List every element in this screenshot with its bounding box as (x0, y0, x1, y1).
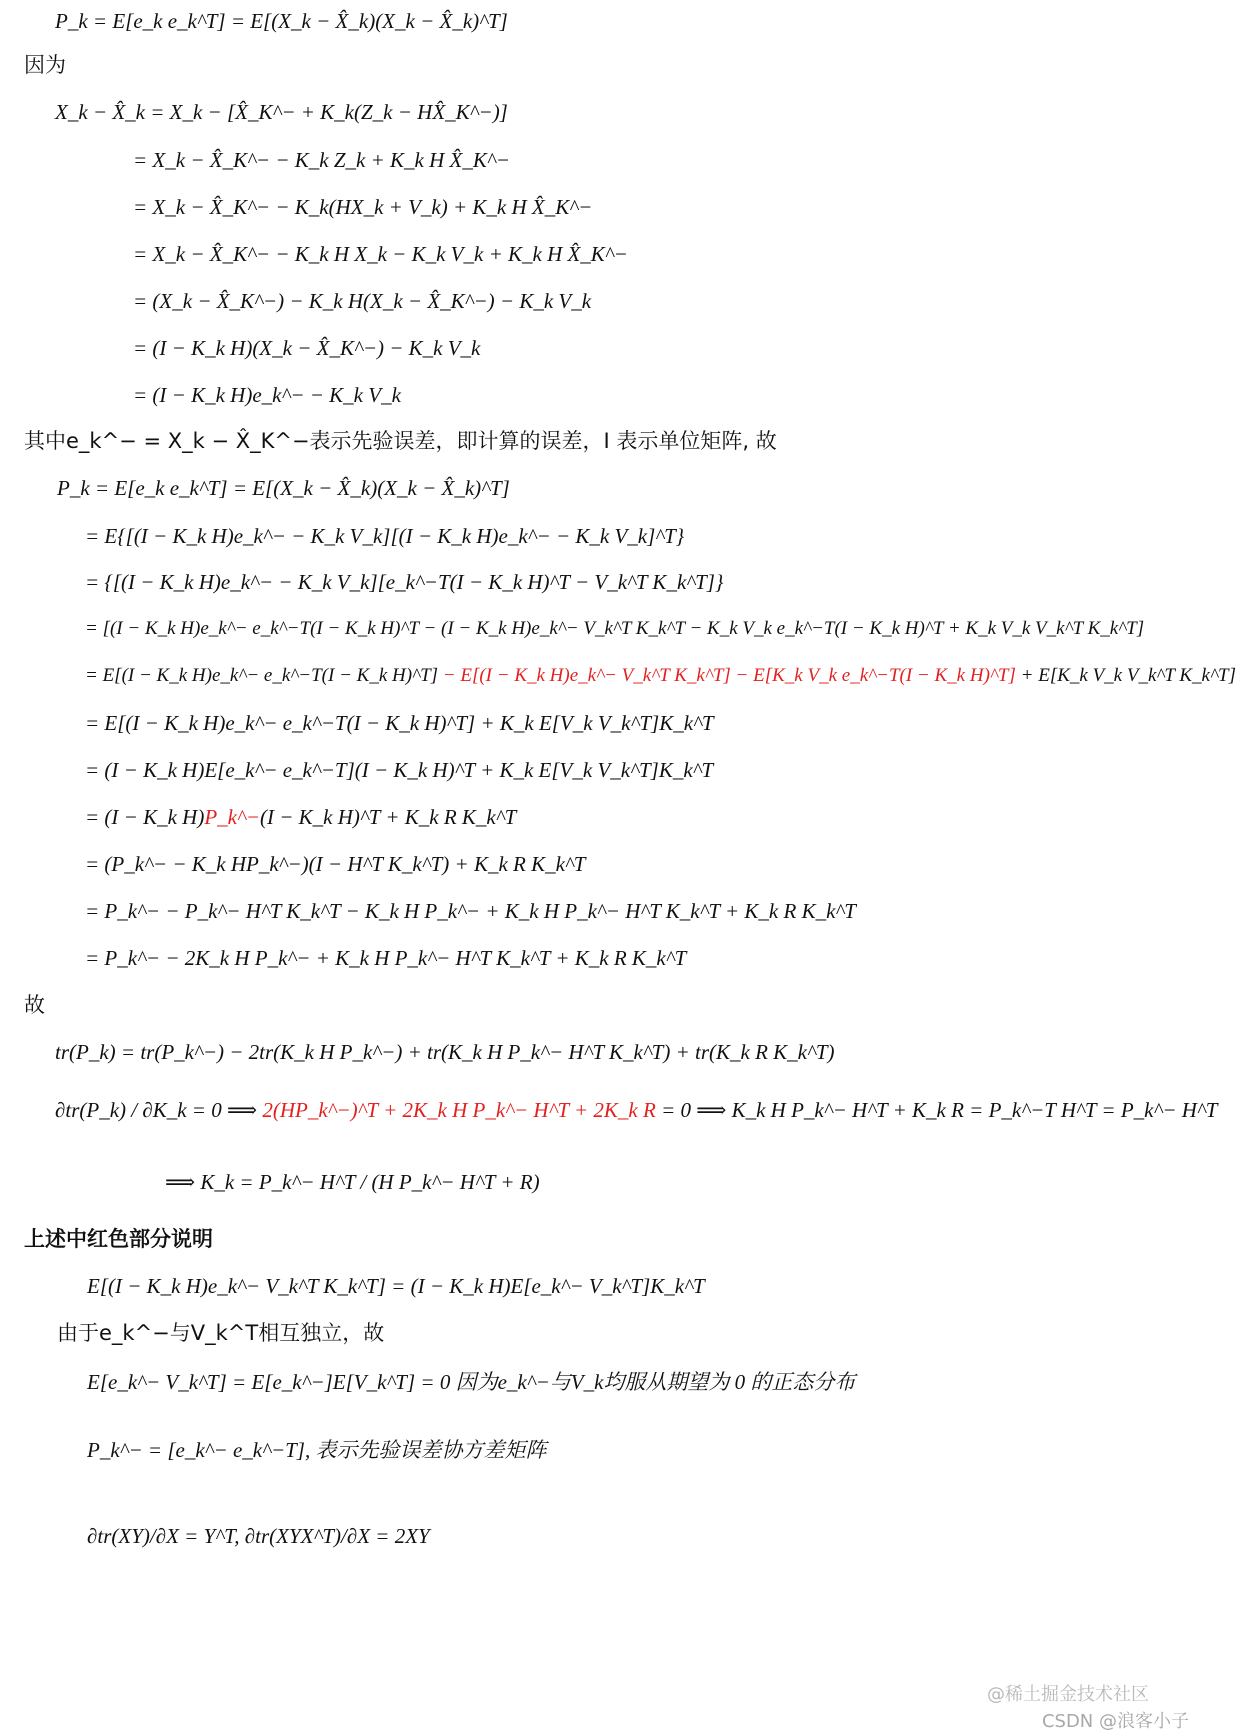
eq-pk-step-4-head: = E[(I − K_k H)e_k^− e_k^−T(I − K_k H)^T] (85, 665, 443, 686)
eq-derivative (55, 1095, 1217, 1125)
eq-pk-step-7 (85, 802, 516, 832)
eq-pk-definition: P_k = E[e_k e_k^T] = E[(X_k − X̂_k)(X_k − X̂_k)^T] (55, 9, 508, 33)
watermark-juejin: @稀土掘金技术社区 (987, 1684, 1149, 1705)
eq-red-derivative-terms: 2(HP_k^−)^T + 2K_k H P_k^− H^T + 2K_k R (262, 1098, 656, 1122)
eq-prior-covariance: P_k^− = [e_k^− e_k^−T], 表示先验误差协方差矩阵 (87, 1438, 547, 1462)
text-because: 因为 (24, 53, 66, 77)
text-independence: 由于e_k^−与V_k^T相互独立，故 (57, 1321, 385, 1345)
eq-error-expansion: X_k − X̂_k = X_k − [X̂_K^− + K_k(Z_k − HX̂_K^−)] (55, 100, 508, 124)
eq-derivative-head: ∂tr(P_k) / ∂K_k = 0 ⟹ (55, 1098, 263, 1122)
text-prior-error-note: 其中e_k^− = X_k − X̂_K^−表示先验误差，即计算的误差，I 表示单位矩阵, 故 (24, 429, 777, 453)
eq-zero-mean: E[e_k^− V_k^T] = E[e_k^−]E[V_k^T] = 0 因为e_k^−与V_k均服从期望为 0 的正态分布 (87, 1370, 856, 1394)
eq-step-1: = X_k − X̂_K^− − K_k Z_k + K_k H X̂_K^− (133, 148, 510, 172)
eq-step-4: = (X_k − X̂_K^−) − K_k H(X_k − X̂_K^−) − K_k V_k (133, 289, 592, 313)
text-therefore: 故 (24, 993, 45, 1017)
eq-pk-step-7-tail: (I − K_k H)^T + K_k R K_k^T (260, 805, 517, 829)
eq-red-cross-terms: − E[(I − K_k H)e_k^− V_k^T K_k^T] − E[K_k V_k e_k^−T(I − K_k H)^T] (442, 665, 1016, 686)
eq-pk-step-7-head: = (I − K_k H) (85, 805, 205, 829)
eq-pk-step-6: = (I − K_k H)E[e_k^− e_k^−T](I − K_k H)^T + K_k E[V_k V_k^T]K_k^T (85, 758, 714, 782)
eq-pk-step-4 (85, 661, 1236, 691)
eq-trace: tr(P_k) = tr(P_k^−) − 2tr(K_k H P_k^−) + tr(K_k H P_k^− H^T K_k^T) + tr(K_k R K_k^T) (55, 1040, 835, 1064)
eq-step-2: = X_k − X̂_K^− − K_k(HX_k + V_k) + K_k H X̂_K^− (133, 195, 593, 219)
eq-pk-step-2: = {[(I − K_k H)e_k^− − K_k V_k][e_k^−T(I − K_k H)^T − V_k^T K_k^T]} (85, 570, 724, 594)
eq-red-prior-cov: P_k^− (204, 805, 261, 829)
eq-step-6: = (I − K_k H)e_k^− − K_k V_k (133, 383, 401, 407)
eq-pk-step-8: = (P_k^− − K_k HP_k^−)(I − H^T K_k^T) + K_k R K_k^T (85, 852, 586, 876)
eq-pk-step-1: = E{[(I − K_k H)e_k^− − K_k V_k][(I − K_k H)e_k^− − K_k V_k]^T} (85, 524, 685, 548)
eq-pk-step-5: = E[(I − K_k H)e_k^− e_k^−T(I − K_k H)^T] + K_k E[V_k V_k^T]K_k^T (85, 711, 714, 735)
eq-derivative-tail: = 0 ⟹ K_k H P_k^− H^T + K_k R = P_k^−T H^T = P_k^− H^T (655, 1098, 1218, 1122)
eq-kalman-gain: ⟹ K_k = P_k^− H^T / (H P_k^− H^T + R) (165, 1170, 540, 1194)
eq-pk-step-9: = P_k^− − P_k^− H^T K_k^T − K_k H P_k^− + K_k H P_k^− H^T K_k^T + K_k R K_k^T (85, 899, 856, 923)
text-red-part-explanation: 上述中红色部分说明 (24, 1227, 213, 1251)
watermark-csdn: CSDN @浪客小子 (1041, 1711, 1189, 1732)
eq-pk-definition-2: P_k = E[e_k e_k^T] = E[(X_k − X̂_k)(X_k − X̂_k)^T] (57, 476, 510, 500)
eq-pk-step-4-tail: + E[K_k V_k V_k^T K_k^T] (1015, 665, 1236, 686)
eq-trace-derivatives: ∂tr(XY)/∂X = Y^T, ∂tr(XYX^T)/∂X = 2XY (87, 1524, 430, 1548)
eq-expectation-split: E[(I − K_k H)e_k^− V_k^T K_k^T] = (I − K_k H)E[e_k^− V_k^T]K_k^T (87, 1274, 705, 1298)
eq-step-5: = (I − K_k H)(X_k − X̂_K^−) − K_k V_k (133, 336, 481, 360)
eq-pk-step-10: = P_k^− − 2K_k H P_k^− + K_k H P_k^− H^T K_k^T + K_k R K_k^T (85, 946, 687, 970)
eq-pk-step-3: = [(I − K_k H)e_k^− e_k^−T(I − K_k H)^T − (I − K_k H)e_k^− V_k^T K_k^T − K_k V_k e_k^−T(I − K_k H)^T + K_k V_k V_k^T K_k^T] (85, 618, 1145, 639)
eq-step-3: = X_k − X̂_K^− − K_k H X_k − K_k V_k + K_k H X̂_K^− (133, 242, 628, 266)
